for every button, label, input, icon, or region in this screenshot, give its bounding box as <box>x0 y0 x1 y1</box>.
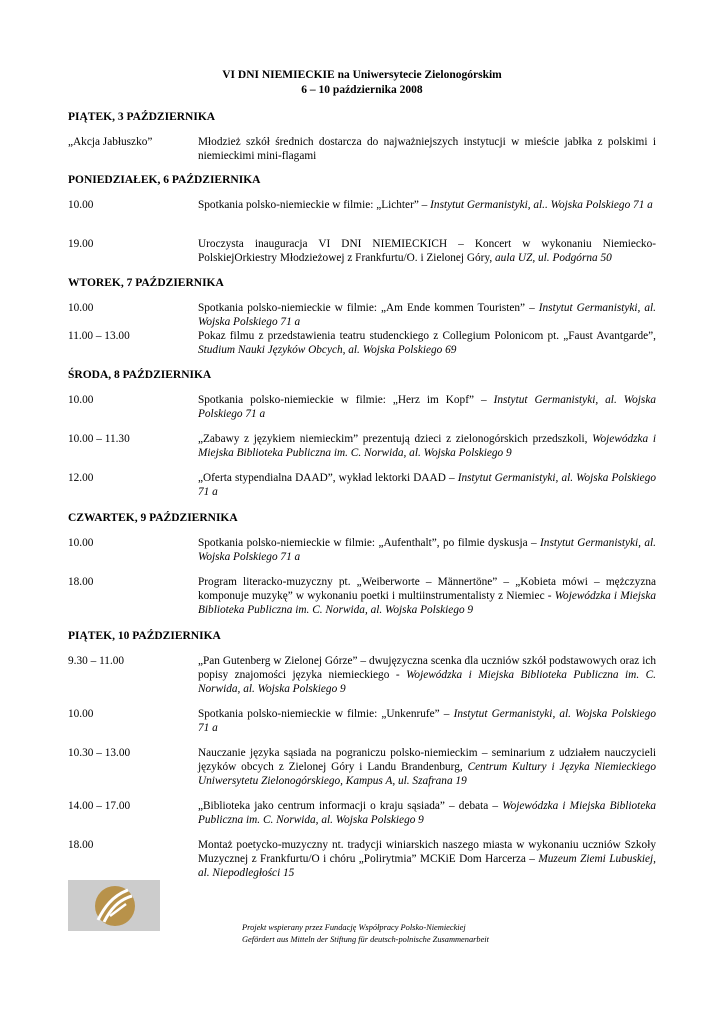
entry-text: Montaż poetycko-muzyczny nt. tradycji winiarskich naszego miasta w wykonaniu uczniów Szkoły Muzycznej z Frankfurtu/O i chóru „Polirytmia” MCKiE Dom Harcerza – <box>198 839 656 865</box>
entry-time: 10.00 <box>68 708 94 720</box>
entry-time: „Akcja Jabłuszko” <box>68 136 153 148</box>
entry-text: Uroczysta inauguracja VI DNI NIEMIECKICH – Koncert w wykonaniu Niemiecko-PolskiejOrkiestry Młodzieżowej z Frankfurtu/O. i Zielonej Góry, <box>198 238 656 264</box>
entry-text: Pokaz filmu z przedstawienia teatru studenckiego z Collegium Polonicom pt. „Faust Avantgarde”, <box>198 330 656 342</box>
entry-text: Młodzież szkół średnich dostarcza do najważniejszych instytucji w mieście jabłka z polskimi i niemieckimi mini-flagami <box>198 136 656 162</box>
entry-place: Instytut Germanistyki, al. Wojska Polskiego 71 a <box>198 472 656 498</box>
schedule-entry <box>68 536 656 564</box>
entry-time: 14.00 – 17.00 <box>68 800 131 812</box>
schedule-entry <box>68 237 656 265</box>
schedule-entry <box>68 654 656 696</box>
entry-text: „Oferta stypendialna DAAD”, wykład lektorki DAAD – <box>198 472 458 484</box>
schedule-entry <box>68 135 656 163</box>
entry-place: Instytut Germanistyki, al.. Wojska Polskiego 71 a <box>430 199 653 211</box>
title-line-1: VI DNI NIEMIECKIE na Uniwersytecie Zielonogórskim <box>222 69 502 81</box>
entry-text: „Biblioteka jako centrum informacji o kraju sąsiada” – debata – <box>198 800 503 812</box>
entry-place: Instytut Germanistyki, al. Wojska Polskiego 71 a <box>198 708 656 734</box>
entry-place: Instytut Germanistyki, al. Wojska Polskiego 71 a <box>198 537 656 563</box>
entry-time: 10.30 – 13.00 <box>68 747 131 759</box>
sponsor-line-polish: Projekt wspierany przez Fundację Współpracy Polsko-Niemieckiej <box>242 923 466 932</box>
entry-text: Spotkania polsko-niemieckie w filmie: „Lichter” – <box>198 199 431 211</box>
schedule-entry <box>68 471 656 499</box>
entry-place: Instytut Germanistyki, al. Wojska Polskiego 71 a <box>198 394 656 420</box>
entry-text: Spotkania polsko-niemieckie w filmie: „Unkenrufe” – <box>198 708 454 720</box>
entry-time: 11.00 – 13.00 <box>68 330 130 342</box>
day-heading: ŚRODA, 8 PAŹDZIERNIKA <box>68 369 212 381</box>
entry-text: „Zabawy z językiem niemieckim” prezentują dzieci z zielonogórskich przedszkoli, <box>198 433 593 445</box>
foundation-logo-icon <box>68 880 160 931</box>
entry-place: Wojewódzka i Miejska Biblioteka Publiczna im. C. Norwida, al. Wojska Polskiego 9 <box>198 669 656 695</box>
schedule-entry <box>68 301 656 329</box>
foundation-logo <box>68 880 160 931</box>
document-title <box>0 68 724 98</box>
entry-place: Wojewódzka i Miejska Biblioteka Publiczna im. C. Norwida, al. Wojska Polskiego 9 <box>198 433 656 459</box>
day-heading: WTOREK, 7 PAŹDZIERNIKA <box>68 277 224 289</box>
entry-time: 9.30 – 11.00 <box>68 655 125 667</box>
entry-place: Muzeum Ziemi Lubuskiej, al. Niepodległości 15 <box>198 853 656 879</box>
schedule-entry <box>68 432 656 460</box>
schedule-entry <box>68 838 656 880</box>
sponsor-line-german: Gefördert aus Mitteln der Stiftung für deutsch-polnische Zusammenarbeit <box>242 935 489 944</box>
day-heading: PONIEDZIAŁEK, 6 PAŹDZIERNIKA <box>68 174 261 186</box>
sponsor-note <box>242 922 489 946</box>
entry-place: Wojewódzka i Miejska Biblioteka Publiczna im. C. Norwida, al. Wojska Polskiego 9 <box>198 800 656 826</box>
entry-time: 10.00 <box>68 394 94 406</box>
schedule-entry <box>68 329 656 357</box>
entry-time: 18.00 <box>68 576 94 588</box>
schedule-entry <box>68 393 656 421</box>
schedule-entry <box>68 575 656 617</box>
entry-place: aula UZ, ul. Podgórna 50 <box>495 252 612 264</box>
entry-time: 18.00 <box>68 839 94 851</box>
entry-place: Instytut Germanistyki, al. Wojska Polskiego 71 a <box>198 302 656 328</box>
entry-text: Spotkania polsko-niemieckie w filmie: „Aufenthalt”, po filmie dyskusja – <box>198 537 541 549</box>
entry-text: Program literacko-muzyczny pt. „Weiberworte – Männertöne” – „Kobieta mówi – mężczyzna komponuje muzykę” w wykonaniu poetki i multiinstrumentalisty z Niemiec - <box>198 576 656 602</box>
entry-time: 12.00 <box>68 472 94 484</box>
day-heading: CZWARTEK, 9 PAŹDZIERNIKA <box>68 512 238 524</box>
entry-time: 10.00 – 11.30 <box>68 433 130 445</box>
entry-text: Spotkania polsko-niemieckie w filmie: „Am Ende kommen Touristen” – <box>198 302 539 314</box>
entry-time: 10.00 <box>68 302 94 314</box>
entry-text: Spotkania polsko-niemieckie w filmie: „Herz im Kopf” – <box>198 394 494 406</box>
entry-time: 10.00 <box>68 537 94 549</box>
title-line-2: 6 – 10 października 2008 <box>301 84 423 96</box>
entry-place: Studium Nauki Języków Obcych, al. Wojska Polskiego 69 <box>198 344 457 356</box>
schedule-entry <box>68 198 656 212</box>
entry-time: 19.00 <box>68 238 94 250</box>
entry-time: 10.00 <box>68 199 94 211</box>
day-heading: PIĄTEK, 10 PAŹDZIERNIKA <box>68 630 221 642</box>
schedule-entry <box>68 746 656 788</box>
schedule-entry <box>68 799 656 827</box>
entry-place: Wojewódzka i Miejska Biblioteka Publiczna im. C. Norwida, al. Wojska Polskiego 9 <box>198 590 656 616</box>
entry-text: Nauczanie języka sąsiada na pograniczu polsko-niemieckim – seminarium z udziałem nauczycieli języków obcych z Zielonej Góry i Landu Brandenburg, <box>198 747 656 773</box>
entry-text: „Pan Gutenberg w Zielonej Górze” – dwujęzyczna scenka dla uczniów szkół podstawowych oraz ich popisy znajomości języka niemieckiego - <box>198 655 656 681</box>
entry-place: Centrum Kultury i Języka Niemieckiego Uniwersytetu Zielonogórskiego, Kampus A, ul. Szafrana 19 <box>198 761 656 787</box>
schedule-entry <box>68 707 656 735</box>
day-heading: PIĄTEK, 3 PAŹDZIERNIKA <box>68 111 216 123</box>
